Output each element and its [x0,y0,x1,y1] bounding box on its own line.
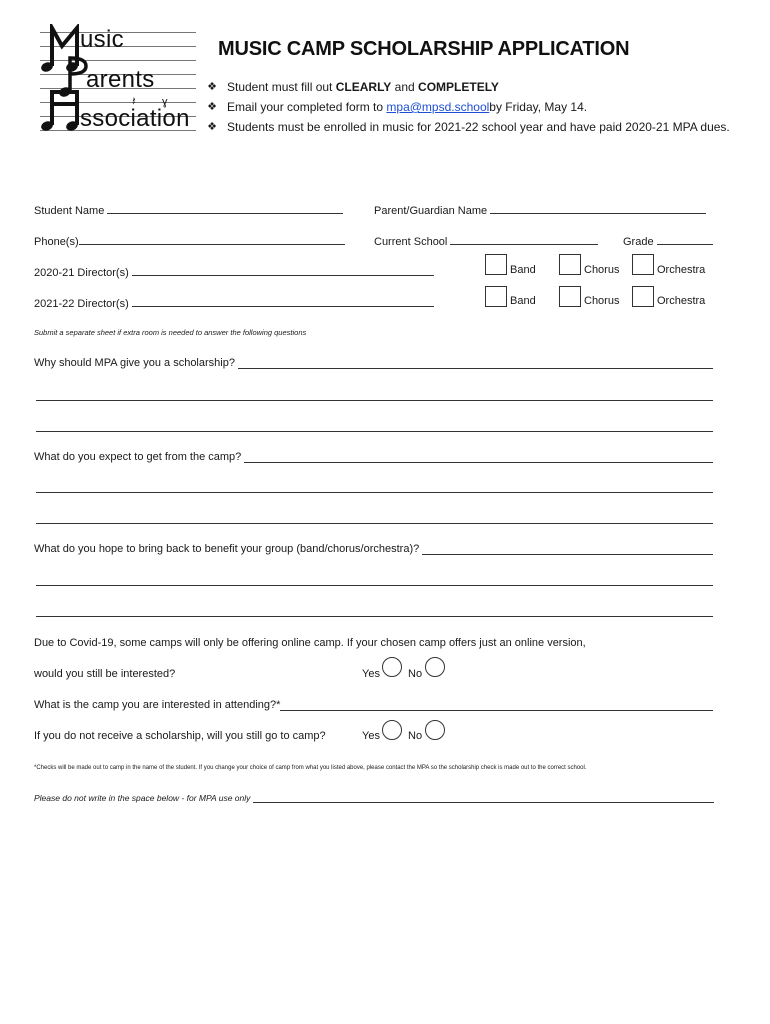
answer-line[interactable] [36,400,713,401]
question-scholarship[interactable]: Why should MPA give you a scholarship? [34,357,713,369]
office-use-rule [253,793,714,803]
student-name-line[interactable] [107,202,343,214]
answer-line[interactable] [36,492,713,493]
diamond-bullet-icon: ❖ [207,81,217,93]
answer-line[interactable] [244,451,713,463]
grade-field[interactable]: Grade [623,233,713,248]
no-label: No [408,668,423,680]
answer-line[interactable] [36,616,713,617]
footnote: *Checks will be made out to camp in the name of the student. If you change your choice of camp from what you listed above, please contact the MPA so the scholarship check is made out to the correct school. [34,765,587,771]
answer-line[interactable] [36,523,713,524]
logo-word-association: ssociation [80,105,190,132]
covid-yes-radio[interactable] [382,657,402,677]
orchestra-label: Orchestra [657,264,706,276]
office-use-line: Please do not write in the space below - for MPA use only [34,793,714,805]
answer-line[interactable] [422,543,713,555]
band-2020-checkbox[interactable] [485,254,507,275]
no-label: No [408,730,423,742]
band-2021-checkbox[interactable] [485,286,507,307]
logo-word-music: usic [80,26,124,53]
answer-line[interactable] [238,357,713,369]
current-school-line[interactable] [450,233,598,245]
answer-line[interactable] [36,585,713,586]
yes-label: Yes [362,730,380,742]
chorus-2020-checkbox[interactable] [559,254,581,275]
covid-question-line2: would you still be interested? [34,668,176,680]
page-title: MUSIC CAMP SCHOLARSHIP APPLICATION [218,38,630,60]
band-label: Band [510,295,536,307]
question-expectations[interactable]: What do you expect to get from the camp? [34,451,713,463]
instruction-item: ❖ Student must fill out CLEARLY and COMPLETELY [205,77,730,97]
mpa-logo [40,24,196,134]
instructions-list [205,77,730,137]
no-scholarship-question: If you do not receive a scholarship, will you still go to camp? [34,730,326,742]
grade-line[interactable] [657,233,713,245]
orchestra-label: Orchestra [657,295,706,307]
orchestra-2021-checkbox[interactable] [632,286,654,307]
phone-line[interactable] [79,233,345,245]
directors-2021-field[interactable]: 2021-22 Director(s) [34,295,434,310]
chorus-2021-checkbox[interactable] [559,286,581,307]
directors-2021-line[interactable] [132,295,434,307]
current-school-field[interactable]: Current School [374,233,598,248]
question-bring-back[interactable]: What do you hope to bring back to benefit your group (band/chorus/orchestra)? [34,543,713,555]
band-label: Band [510,264,536,276]
phone-field[interactable]: Phone(s) [34,233,345,248]
orchestra-2020-checkbox[interactable] [632,254,654,275]
logo-word-parents: arents [86,66,155,93]
answer-line[interactable] [36,431,713,432]
still-go-no-radio[interactable] [425,720,445,740]
rest-icon: 𝄽 [132,94,136,108]
parent-name-line[interactable] [490,202,706,214]
chorus-label: Chorus [584,264,620,276]
student-name-field[interactable]: Student Name [34,202,343,217]
directors-2020-line[interactable] [132,264,434,276]
directors-2020-field[interactable]: 2020-21 Director(s) [34,264,434,279]
yes-label: Yes [362,668,380,680]
still-go-yes-radio[interactable] [382,720,402,740]
covid-question-line1: Due to Covid-19, some camps will only be offering online camp. If your chosen camp offers just an online version, [34,637,586,649]
music-note-icon [40,88,80,134]
separate-sheet-note: Submit a separate sheet if extra room is needed to answer the following questions [34,328,307,337]
diamond-bullet-icon: ❖ [207,121,217,133]
parent-name-field[interactable]: Parent/Guardian Name [374,202,706,217]
rest-icon: ɣ [162,96,168,108]
diamond-bullet-icon: ❖ [207,101,217,113]
covid-no-radio[interactable] [425,657,445,677]
question-camp-name[interactable]: What is the camp you are interested in attending?* [34,699,713,711]
instruction-item: ❖ Students must be enrolled in music for 2021-22 school year and have paid 2020-21 MPA dues. [205,117,730,137]
instruction-item: ❖ Email your completed form to mpa@mpsd.school by Friday, May 14. [205,97,730,117]
answer-line[interactable] [280,699,713,711]
email-link[interactable]: mpa@mpsd.school [386,100,490,114]
chorus-label: Chorus [584,295,620,307]
